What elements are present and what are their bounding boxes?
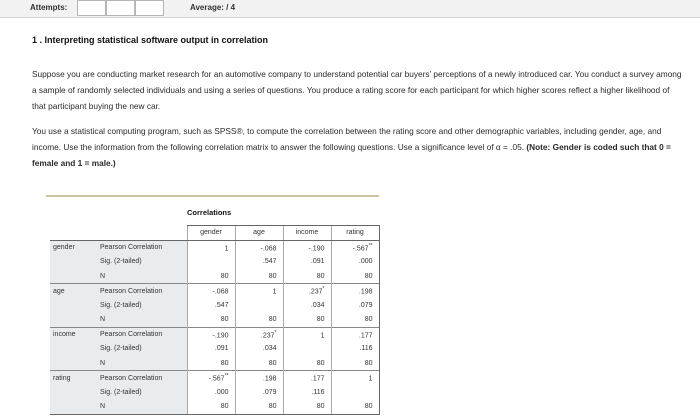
table-row <box>50 342 379 357</box>
table-cell <box>331 327 379 342</box>
cell-value: .177 <box>358 332 373 340</box>
table-cell <box>283 269 331 284</box>
table-cell <box>187 313 235 328</box>
table-cell <box>187 356 235 371</box>
table-cell <box>235 356 283 371</box>
table-cell <box>331 240 379 255</box>
table-cell <box>187 327 235 342</box>
statistic-label: N <box>97 313 187 328</box>
row-variable-label <box>50 269 97 284</box>
cell-value: 80 <box>220 359 229 367</box>
table-cell <box>235 240 283 255</box>
statistic-label: N <box>97 356 187 371</box>
cell-value: .091 <box>214 345 229 353</box>
cell-value: 80 <box>364 359 373 367</box>
table-cell <box>187 385 235 400</box>
table-row <box>50 298 379 313</box>
table-cell <box>283 400 331 415</box>
cell-value: .079 <box>358 301 373 309</box>
row-variable-label: income <box>50 327 97 342</box>
table-cell <box>331 298 379 313</box>
cell-value: 80 <box>220 316 229 323</box>
table-cell <box>283 371 331 386</box>
table-cell <box>283 240 331 255</box>
cell-value: 1 <box>272 288 277 296</box>
statistic-label: Sig. (2-tailed) <box>97 255 187 270</box>
cell-value: .034 <box>310 301 325 309</box>
row-variable-label <box>50 400 97 415</box>
statistic-label: N <box>97 269 187 284</box>
cell-value: .079 <box>262 388 277 396</box>
table-cell <box>187 400 235 415</box>
header-corner <box>50 226 187 241</box>
row-variable-label: rating <box>50 371 97 386</box>
cell-value: -.567 <box>208 375 225 383</box>
table-cell <box>331 255 379 270</box>
table-body <box>50 240 379 414</box>
column-header: age <box>235 226 283 241</box>
statistic-label: Sig. (2-tailed) <box>97 342 187 357</box>
cell-value: .177 <box>310 375 325 383</box>
table-cell <box>187 284 235 299</box>
cell-value: .237 <box>260 332 275 340</box>
attempts-bar <box>0 0 700 18</box>
statistic-label: Pearson Correlation <box>97 371 187 386</box>
row-variable-label: age <box>50 284 97 299</box>
cell-value: 80 <box>268 359 277 367</box>
table-row <box>50 356 379 371</box>
table-cell <box>235 255 283 270</box>
table-cell <box>235 298 283 313</box>
table-cell <box>187 269 235 284</box>
table-cell <box>283 327 331 342</box>
table-cell <box>331 400 379 415</box>
table-row <box>50 313 379 328</box>
cell-value: -.190 <box>212 332 229 340</box>
correlations-table <box>50 225 380 415</box>
row-variable-label <box>50 385 97 400</box>
average-label: Average: / 4 <box>190 3 236 12</box>
table-header-row <box>50 226 379 241</box>
cell-value: 80 <box>316 359 325 367</box>
table-cell <box>283 356 331 371</box>
cell-value: .034 <box>262 345 277 353</box>
cell-value: -.567 <box>352 245 369 253</box>
table-cell <box>187 298 235 313</box>
table-row <box>50 255 379 270</box>
cell-value: 80 <box>364 316 373 323</box>
table-divider <box>46 195 379 197</box>
cell-value: 80 <box>268 272 277 280</box>
table-cell <box>283 284 331 299</box>
table-cell <box>235 385 283 400</box>
cell-value: .237 <box>308 288 323 296</box>
table-cell <box>235 371 283 386</box>
table-cell <box>331 284 379 299</box>
table-cell <box>235 327 283 342</box>
table-cell <box>187 240 235 255</box>
column-header: rating <box>331 226 379 241</box>
row-variable-label <box>50 356 97 371</box>
table-cell <box>331 269 379 284</box>
table-cell <box>187 371 235 386</box>
paragraph-2-main: You use a statistical computing program, such as SPSS®, to compute the correlation between the rating score and other demographic variables, including gender, age, and income. Use the information from the following correlation matrix to answer the following questions. Use a significance level of α = .05. <box>32 126 662 152</box>
cell-value: 80 <box>364 403 373 410</box>
table-cell <box>331 313 379 328</box>
table-row <box>50 400 379 415</box>
table-row <box>50 371 379 386</box>
cell-value: 1 <box>368 375 373 383</box>
table-cell <box>235 313 283 328</box>
cell-value: .000 <box>214 388 229 396</box>
gender-coding-note: (Note: Gender is coded such that 0 = female and 1 = male.) <box>32 142 671 168</box>
table-cell <box>235 400 283 415</box>
table-cell <box>331 385 379 400</box>
statistic-label: Pearson Correlation <box>97 240 187 255</box>
table-cell <box>283 385 331 400</box>
table-row <box>50 240 379 255</box>
row-variable-label <box>50 342 97 357</box>
table-cell <box>187 342 235 357</box>
table-cell <box>235 284 283 299</box>
attempt-box-1 <box>77 0 106 16</box>
statistic-label: Pearson Correlation <box>97 284 187 299</box>
cell-value: .116 <box>311 388 325 396</box>
column-header: gender <box>187 226 235 241</box>
cell-value: -.068 <box>260 245 277 253</box>
cell-value: .116 <box>359 345 373 353</box>
column-header: income <box>283 226 331 241</box>
cell-value: .198 <box>262 375 277 383</box>
cell-value: 80 <box>268 316 277 323</box>
statistic-label: Sig. (2-tailed) <box>97 385 187 400</box>
attempts-label: Attempts: <box>30 3 68 12</box>
table-cell <box>331 371 379 386</box>
attempt-box-2 <box>106 0 135 16</box>
row-variable-label <box>50 255 97 270</box>
cell-value: .091 <box>310 258 325 266</box>
row-variable-label: gender <box>50 240 97 255</box>
cell-value: 80 <box>220 272 229 280</box>
cell-value: 80 <box>316 272 325 280</box>
table-cell <box>331 356 379 371</box>
table-row <box>50 284 379 299</box>
question-paragraph-2 <box>32 123 682 171</box>
row-variable-label <box>50 313 97 328</box>
cell-value: .000 <box>358 258 373 266</box>
statistic-label: Sig. (2-tailed) <box>97 298 187 313</box>
significance-marker: ** <box>368 242 373 249</box>
cell-value: 80 <box>268 403 277 410</box>
attempt-box-3 <box>135 0 164 16</box>
cell-value: -.068 <box>212 288 229 296</box>
table-cell <box>283 342 331 357</box>
significance-marker: * <box>274 329 277 336</box>
attempt-boxes <box>77 0 164 16</box>
table-title: Correlations <box>187 208 232 217</box>
cell-value: 1 <box>224 245 229 253</box>
table-row <box>50 269 379 284</box>
table-row <box>50 327 379 342</box>
cell-value: 80 <box>220 403 229 410</box>
question-title: 1 . Interpreting statistical software output in correlation <box>32 35 269 45</box>
table-cell <box>187 255 235 270</box>
significance-marker: ** <box>224 373 229 380</box>
significance-marker: * <box>322 286 325 293</box>
statistic-label: Pearson Correlation <box>97 327 187 342</box>
cell-value: .547 <box>262 258 277 266</box>
cell-value: .547 <box>214 301 229 309</box>
table-cell <box>283 313 331 328</box>
table-row <box>50 385 379 400</box>
table-cell <box>283 298 331 313</box>
table-cell <box>283 255 331 270</box>
question-paragraph-1: Suppose you are conducting market research for an automotive company to understand potential car buyers’ perceptions of a newly introduced car. You conduct a survey among a sample of randomly selected individuals and using a series of questions. You produce a rating score for each participant for which higher scores reflect a higher likelihood of that participant buying the new car. <box>32 69 682 111</box>
cell-value: 80 <box>364 272 373 280</box>
table-cell <box>235 342 283 357</box>
cell-value: 80 <box>316 403 325 410</box>
cell-value: 1 <box>320 332 325 340</box>
table-cell <box>235 269 283 284</box>
statistic-label: N <box>97 400 187 415</box>
table-cell <box>331 342 379 357</box>
cell-value: -.190 <box>308 245 325 253</box>
cell-value: .198 <box>358 288 373 296</box>
cell-value: 80 <box>316 316 325 323</box>
row-variable-label <box>50 298 97 313</box>
